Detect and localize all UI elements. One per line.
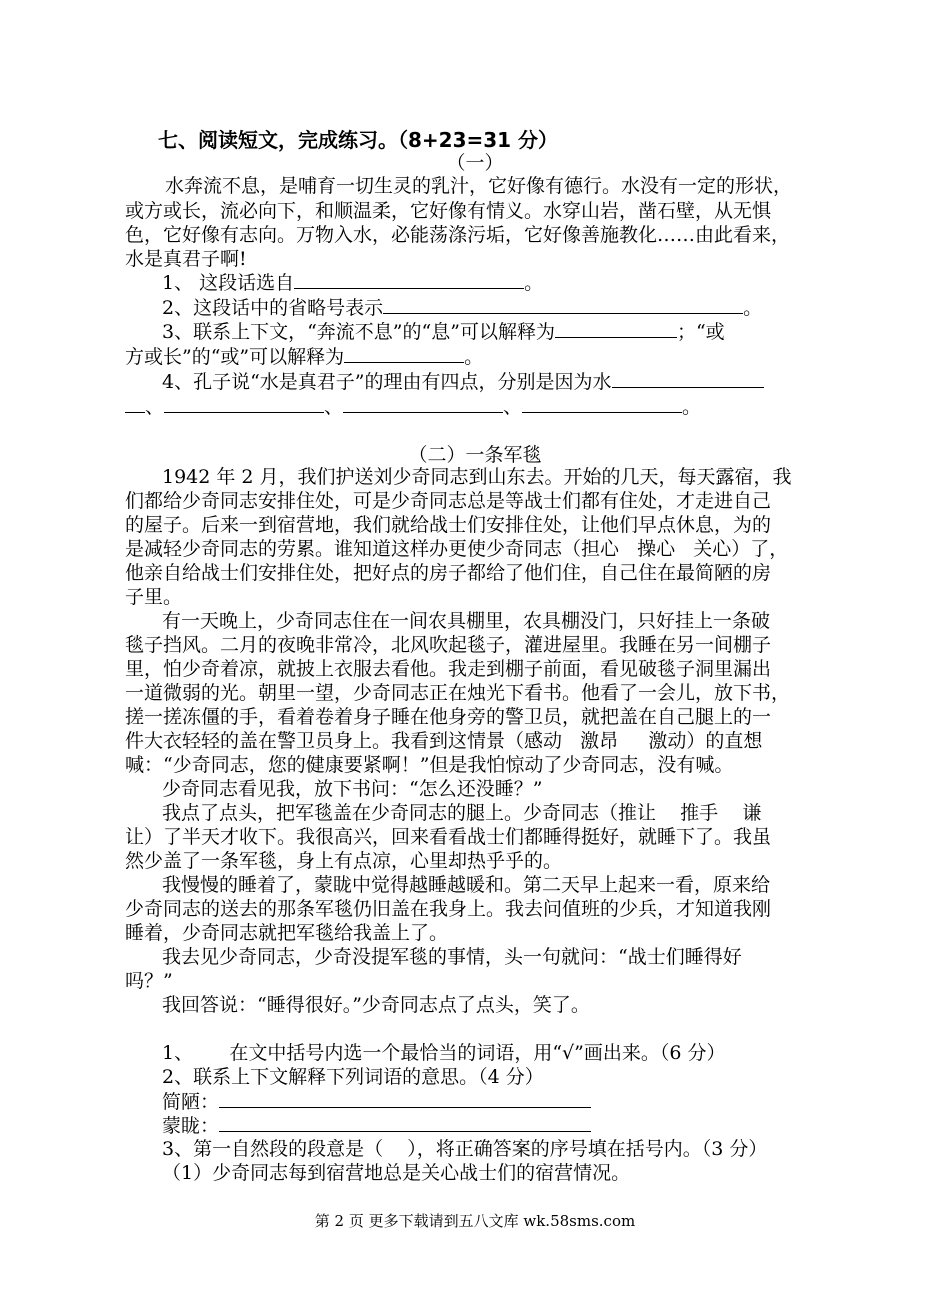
answer-blank[interactable] xyxy=(383,295,743,314)
answer-blank[interactable] xyxy=(219,1089,591,1108)
answer-blank[interactable] xyxy=(344,344,464,363)
answer-blank[interactable] xyxy=(612,369,764,388)
passage-2-line: 的屋子。后来一到宿营地，我们就给战士们安排住处，让他们早点休息，为的 xyxy=(125,514,772,536)
passage-2-line: 1942 年 2 月，我们护送刘少奇同志到山东去。开始的几天，每天露宿，我 xyxy=(162,466,792,488)
passage-2-line: 少奇同志看见我，放下书问：“怎么还没睡？” xyxy=(162,778,543,800)
passage-2-line: 一道微弱的光。朝里一望，少奇同志正在烛光下看书。他看了一会儿，放下书， xyxy=(125,682,791,704)
passage-2-line: 让）了半天才收下。我很高兴，回来看看战士们都睡得挺好，就睡下了。我虽 xyxy=(125,826,772,848)
answer-blank[interactable] xyxy=(555,319,677,338)
passage-2-line: 我回答说：“睡得很好。”少奇同志点了点头，笑了。 xyxy=(162,994,590,1016)
answer-blank[interactable] xyxy=(343,394,503,413)
passage-2-line: 然少盖了一条军毯，身上有点凉，心里却热乎乎的。 xyxy=(125,850,563,872)
passage-1-line: 色，它好像有志向。万物入水，必能荡涤污垢，它好像善施教化……由此看来， xyxy=(125,224,791,246)
passage-1-question-4-cont: 、 、 、 。 xyxy=(125,394,701,419)
passage-1-question-3: 3、联系上下文，“奔流不息”的“息”可以解释为 ；“或 xyxy=(162,321,725,343)
passage-1-label: （一） xyxy=(446,152,504,174)
passage-2-line: 睡着，少奇同志就把军毯给我盖上了。 xyxy=(125,922,449,944)
answer-blank[interactable] xyxy=(219,1113,591,1132)
passage-2-question-2: 2、联系上下文解释下列词语的意思。（4 分） xyxy=(162,1066,544,1088)
passage-2-line: 吗？” xyxy=(125,970,173,992)
passage-2-line: 有一天晚上，少奇同志住在一间农具棚里，农具棚没门，只好挂上一条破 xyxy=(162,610,771,632)
passage-2-line: 毯子挡风。二月的夜晚非常冷，北风吹起毯子，灌进屋里。我睡在另一间棚子 xyxy=(125,634,772,656)
passage-2-question-2a: 简陋： xyxy=(162,1089,591,1114)
passage-2-line: 少奇同志的送去的那条军毯仍旧盖在我身上。我去问值班的少兵，才知道我刚 xyxy=(125,898,772,920)
passage-2-line: 里，怕少奇着凉，就披上衣服去看他。我走到棚子前面，看见破毯子洞里漏出 xyxy=(125,658,772,680)
answer-blank[interactable] xyxy=(164,394,324,413)
page-footer: 第 2 页 更多下载请到五八文库 wk.58sms.com xyxy=(314,1212,636,1230)
passage-2-line: 件大衣轻轻的盖在警卫员身上。我看到这情景（感动 激昂 激动）的直想 xyxy=(125,730,763,752)
passage-2-question-3-option-1: （1）少奇同志每到宿营地总是关心战士们的宿营情况。 xyxy=(162,1162,631,1184)
passage-1-line: 或方或长，流必向下，和顺温柔，它好像有情义。水穿山岩，凿石壁，从无惧 xyxy=(125,200,772,222)
section-title: 七、阅读短文，完成练习。（8+23=31 分） xyxy=(158,128,559,152)
passage-2-line: 喊：“少奇同志，您的健康要紧啊！”但是我怕惊动了少奇同志，没有喊。 xyxy=(125,754,734,776)
passage-2-line: 他亲自给战士们安排住处，把好点的房子都给了他们住，自己住在最简陋的房 xyxy=(125,562,772,584)
passage-2-line: 是减轻少奇同志的劳累。谁知道这样办更使少奇同志（担心 操心 关心）了， xyxy=(125,538,789,560)
passage-1-line: 水奔流不息，是哺育一切生灵的乳汁，它好像有德行。水没有一定的形状， xyxy=(165,175,793,197)
passage-1-line: 水是真君子啊! xyxy=(125,248,247,270)
answer-blank[interactable] xyxy=(294,270,524,289)
passage-1-question-1: 1、 这段话选自 。 xyxy=(162,272,544,294)
passage-1-question-3-cont: 方或长”的“或”可以解释为 。 xyxy=(125,346,484,368)
passage-1-question-2: 2、这段话中的省略号表示 。 xyxy=(162,297,763,319)
passage-1-question-4: 4、孔子说“水是真君子”的理由有四点，分别是因为水 xyxy=(162,369,764,394)
passage-2-question-1: 1、 在文中括号内选一个最恰当的词语，用“√”画出来。（6 分） xyxy=(162,1042,726,1064)
passage-2-line: 搓一搓冻僵的手，看着卷着身子睡在他身旁的警卫员，就把盖在自己腿上的一 xyxy=(125,706,772,728)
passage-2-question-2b: 蒙眬： xyxy=(162,1113,591,1138)
passage-2-title: （二）一条军毯 xyxy=(408,444,542,466)
passage-2-line: 们都给少奇同志安排住处，可是少奇同志总是等战士们都有住处，才走进自己 xyxy=(125,490,772,512)
passage-2-line: 我慢慢的睡着了，蒙眬中觉得越睡越暖和。第二天早上起来一看，原来给 xyxy=(162,874,771,896)
answer-blank[interactable] xyxy=(522,394,682,413)
passage-2-line: 子里。 xyxy=(125,586,183,608)
passage-2-line: 我去见少奇同志，少奇没提军毯的事情，头一句就问：“战士们睡得好 xyxy=(162,946,742,968)
passage-2-question-3: 3、第一自然段的段意是（ ），将正确答案的序号填在括号内。（3 分） xyxy=(162,1138,768,1160)
answer-blank[interactable] xyxy=(125,394,145,413)
passage-2-line: 我点了点头，把军毯盖在少奇同志的腿上。少奇同志（推让 推手 谦 xyxy=(162,802,762,824)
